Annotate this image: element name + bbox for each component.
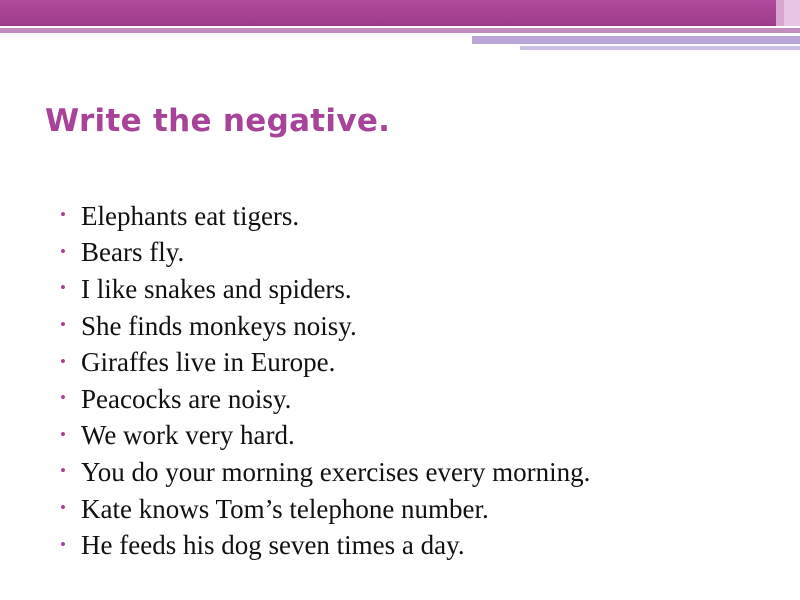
list-item-text: Giraffes live in Europe.: [81, 347, 336, 378]
list-item-text: She finds monkeys noisy.: [81, 310, 357, 341]
bullet-dot-icon: •: [60, 388, 66, 408]
bullet-dot-icon: •: [60, 241, 66, 261]
list-item: [60, 381, 780, 418]
list-item-text: Kate knows Tom’s telephone number.: [81, 493, 489, 524]
list-item: [60, 344, 780, 381]
list-item: [60, 198, 780, 235]
list-item-text: Elephants eat tigers.: [81, 200, 300, 231]
bullet-dot-icon: •: [60, 498, 66, 518]
list-item: [60, 271, 780, 308]
bullet-dot-icon: •: [60, 278, 66, 298]
bullet-dot-icon: •: [60, 534, 66, 554]
list-item-text: I like snakes and spiders.: [81, 273, 352, 304]
list-item: [60, 527, 780, 564]
header-stripe-lavender-thin: [520, 46, 800, 50]
list-item: [60, 491, 780, 528]
list-item-text: Bears fly.: [81, 237, 185, 268]
list-item-text: We work very hard.: [81, 420, 295, 451]
list-item-text: Peacocks are noisy.: [81, 383, 292, 414]
sentence-list: [60, 198, 780, 564]
header-stripe: [0, 28, 800, 33]
header-stripe-lavender: [472, 36, 800, 44]
list-item-text: He feeds his dog seven times a day.: [81, 530, 465, 561]
list-item: [60, 235, 780, 272]
bullet-dot-icon: •: [60, 351, 66, 371]
slide-title: Write the negative.: [45, 103, 391, 139]
list-item-text: You do your morning exercises every morning.: [81, 456, 591, 487]
bullet-dot-icon: •: [60, 424, 66, 444]
list-item: [60, 454, 780, 491]
bullet-dot-icon: •: [60, 205, 66, 225]
header-band: [0, 0, 800, 26]
bullet-dot-icon: •: [60, 461, 66, 481]
list-item: [60, 308, 780, 345]
list-item: [60, 418, 780, 455]
header-band-accent-light: [784, 0, 800, 26]
bullet-dot-icon: •: [60, 315, 66, 335]
